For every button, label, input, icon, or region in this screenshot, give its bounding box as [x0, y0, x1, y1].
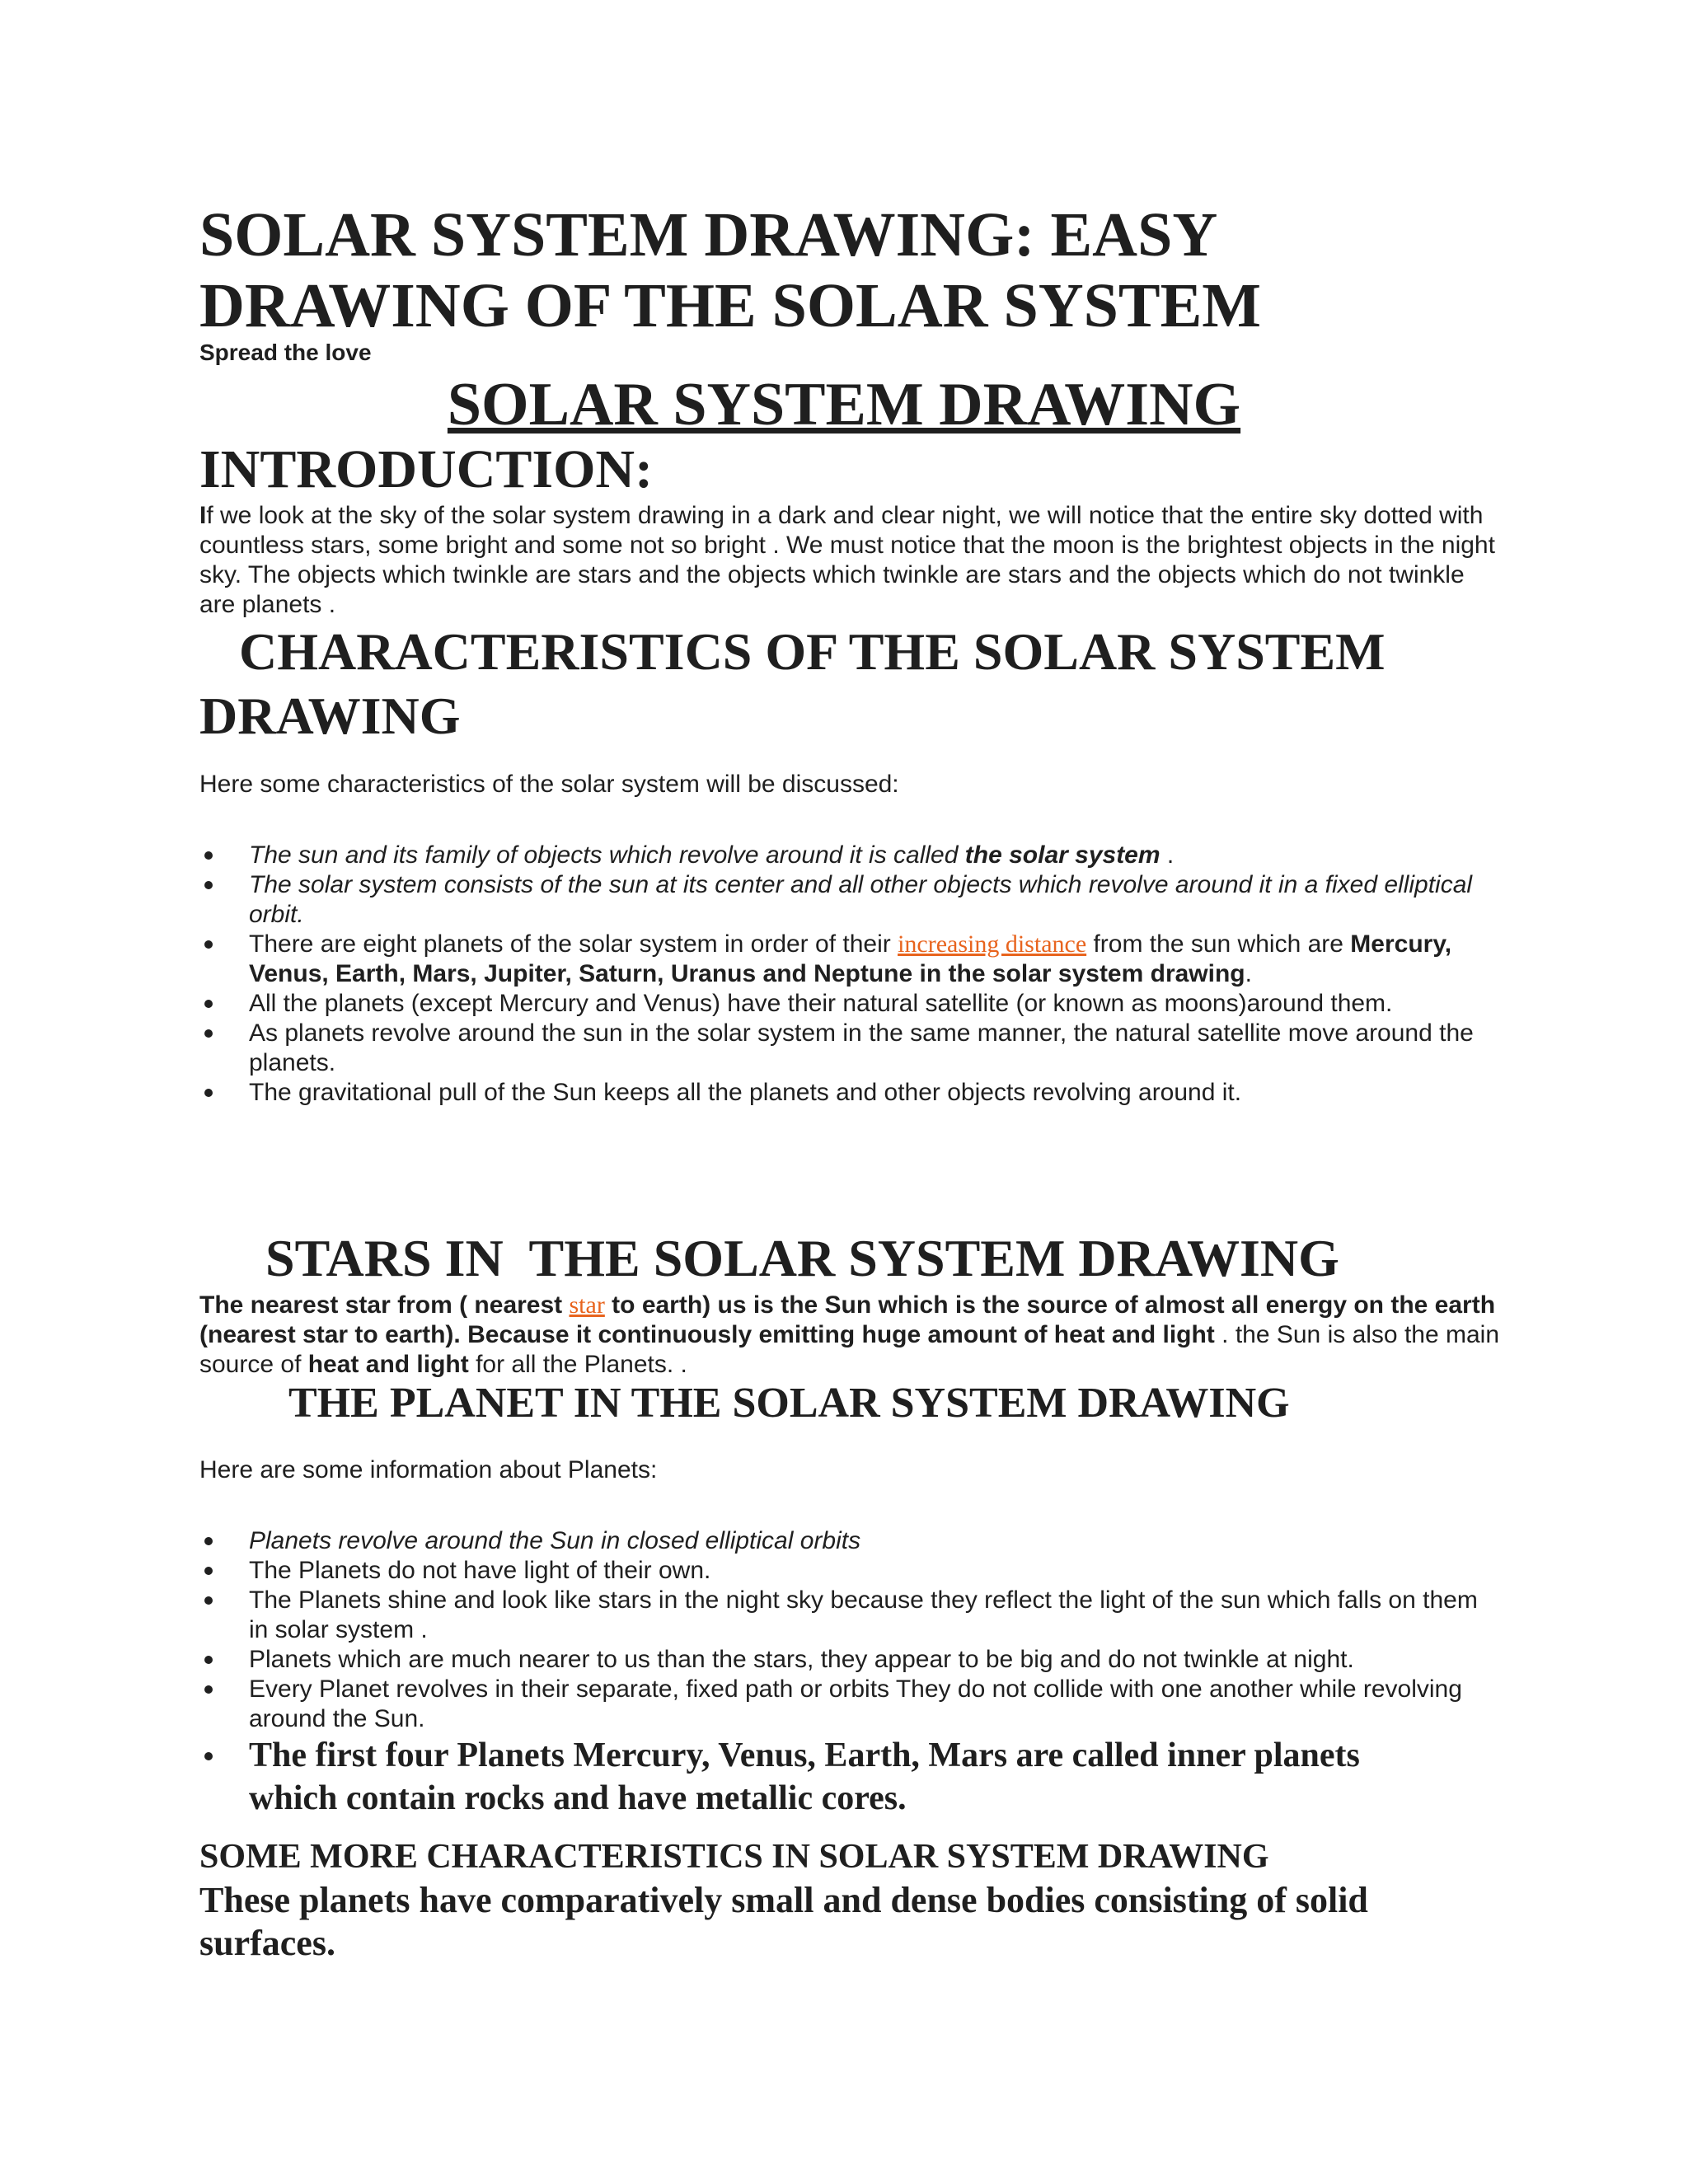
subtitle: SOLAR SYSTEM DRAWING	[447, 371, 1241, 438]
characteristics-lead: Here some characteristics of the solar system will be discussed:	[199, 771, 899, 798]
characteristics-list	[199, 841, 1502, 1108]
stars-heading: STARS IN THE SOLAR SYSTEM DRAWING	[265, 1229, 1339, 1287]
stars-paragraph: The nearest star from ( nearest star to earth) us is the Sun which is the source of almost all energy on the earth (nearest star to earth). Because it continuously emitting huge amount of heat and light . the Sun is also the main source of heat and light for all the Planets. .	[199, 1291, 1500, 1378]
list-item: The solar system consists of the sun at its center and all other objects which revolve around it in a fixed elliptical orbit.	[199, 870, 1502, 930]
list-item: Every Planet revolves in their separate, fixed path or orbits They do not collide with one another while revolving around the Sun.	[199, 1675, 1502, 1734]
share-text: Spread the love	[199, 340, 372, 365]
star-link[interactable]: star	[569, 1291, 605, 1319]
intro-dropcap: I	[199, 502, 207, 529]
list-item: Planets revolve around the Sun in closed elliptical orbits	[199, 1526, 1502, 1556]
list-item: All the planets (except Mercury and Venus) have their natural satellite (or known as moons)around them.	[199, 989, 1502, 1019]
list-item: As planets revolve around the sun in the solar system in the same manner, the natural satellite move around the planets.	[199, 1019, 1502, 1078]
intro-heading: INTRODUCTION:	[199, 439, 654, 499]
intro-text: f we look at the sky of the solar system drawing in a dark and clear night, we will notice that the entire sky dotted with countless stars, some bright and some not so bright . We must notice that the moon is the brightest objects in the night sky. The objects which twinkle are stars and the objects which twinkle are stars and the objects which do not twinkle are planets .	[199, 502, 1495, 618]
list-item: The sun and its family of objects which revolve around it is called the solar system .	[199, 841, 1502, 870]
list-item: The gravitational pull of the Sun keeps all the planets and other objects revolving around it.	[199, 1078, 1502, 1108]
intro-paragraph	[199, 501, 1502, 620]
list-item: The Planets do not have light of their own.	[199, 1556, 1502, 1586]
planets-lead: Here are some information about Planets:	[199, 1456, 658, 1483]
more-heading: SOME MORE CHARACTERISTICS IN SOLAR SYSTEM DRAWING	[199, 1838, 1269, 1876]
more-paragraph: These planets have comparatively small and dense bodies consisting of solid surfaces.	[199, 1880, 1368, 1963]
increasing-distance-link[interactable]: increasing distance	[898, 930, 1087, 958]
list-item: The Planets shine and look like stars in the night sky because they reflect the light of the sun which falls on them in solar system .	[199, 1586, 1502, 1645]
planets-list	[199, 1526, 1502, 1820]
characteristics-heading: CHARACTERISTICS OF THE SOLAR SYSTEM DRAWING	[199, 622, 1386, 745]
list-item: Planets which are much nearer to us than the stars, they appear to be big and do not twinkle at night.	[199, 1645, 1502, 1675]
page-title: SOLAR SYSTEM DRAWING: EASY DRAWING OF THE SOLAR SYSTEM	[199, 200, 1262, 340]
list-item: The first four Planets Mercury, Venus, Earth, Mars are called inner planets which contain rocks and have metallic cores.	[199, 1734, 1419, 1820]
list-item: There are eight planets of the solar system in order of their increasing distance from the sun which are Mercury, Venus, Earth, Mars, Jupiter, Saturn, Uranus and Neptune in the solar system drawing.	[199, 930, 1502, 989]
planets-heading: THE PLANET IN THE SOLAR SYSTEM DRAWING	[288, 1380, 1290, 1427]
